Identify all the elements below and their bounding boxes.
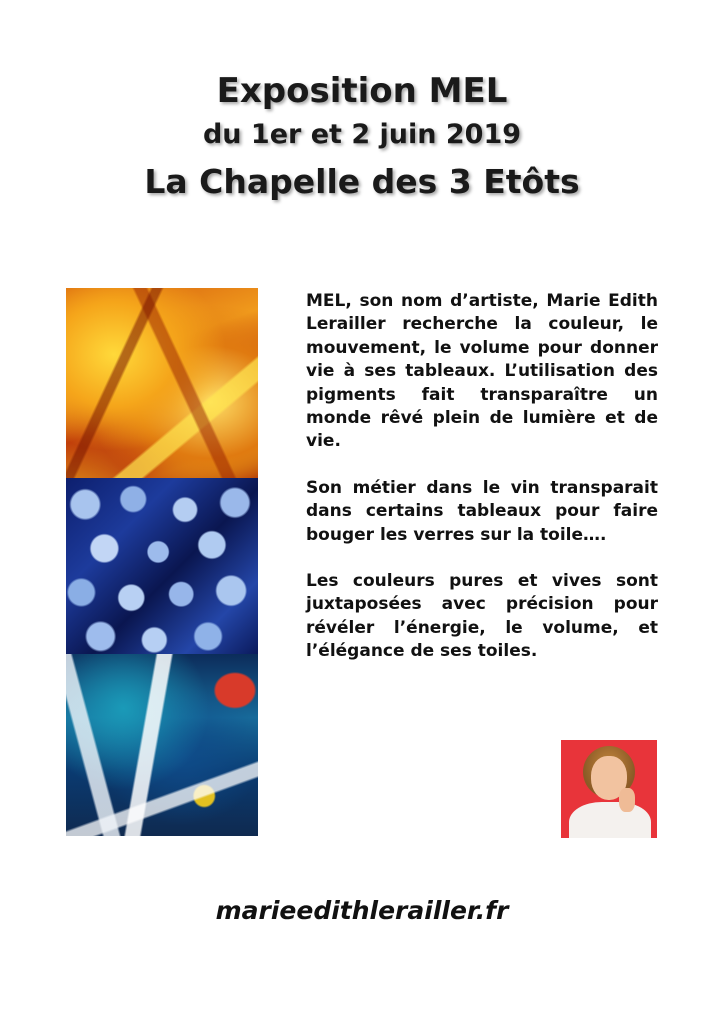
portrait-shirt (569, 802, 651, 838)
website-link[interactable]: marieedithlerailler.fr (215, 896, 509, 925)
title-block (0, 68, 724, 208)
exhibition-dates: du 1er et 2 juin 2019 (202, 119, 522, 150)
description-paragraph-2: Son métier dans le vin transparait dans certains tableaux pour faire bouger les verres sur la toile…. (306, 477, 658, 545)
exhibition-title: Exposition MEL (216, 71, 508, 111)
paintings-column (66, 288, 258, 836)
painting-orange-abstract (66, 288, 258, 478)
artist-portrait (561, 740, 657, 838)
artist-description (306, 290, 658, 687)
portrait-hand (619, 788, 635, 812)
exhibition-venue: La Chapelle des 3 Etôts (144, 162, 580, 201)
painting-blue-glasses (66, 478, 258, 654)
painting-blue-white-abstract (66, 654, 258, 836)
description-paragraph-3: Les couleurs pures et vives sont juxtaposées avec précision pour révéler l’énergie, le volume, et l’élégance de ses toiles. (306, 571, 658, 662)
description-paragraph-1: MEL, son nom d’artiste, Marie Edith Lerailler recherche la couleur, le mouvement, le volume pour donner vie à ses tableaux. L’utilisation des pigments fait transparaître un monde rêvé plein de lumière et de vie. (306, 291, 658, 452)
